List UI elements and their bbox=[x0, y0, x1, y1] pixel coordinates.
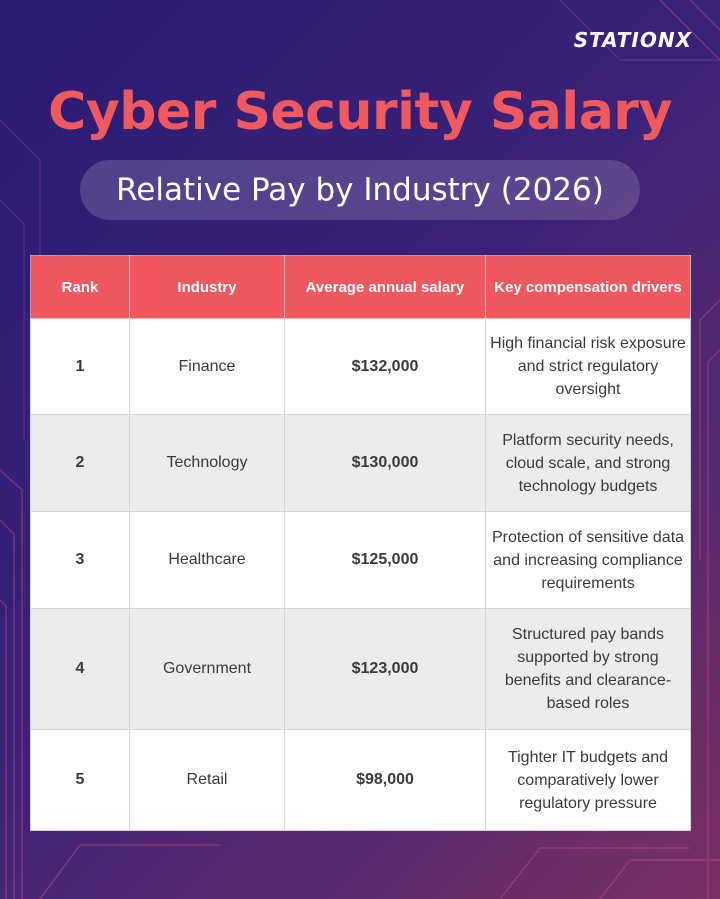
rank-cell: 4 bbox=[31, 609, 130, 730]
salary-table bbox=[30, 255, 691, 831]
salary-cell: $130,000 bbox=[285, 415, 486, 512]
table-row bbox=[31, 730, 691, 831]
table-row bbox=[31, 609, 691, 730]
table-row bbox=[31, 512, 691, 609]
rank-cell: 3 bbox=[31, 512, 130, 609]
column-header-industry: Industry bbox=[130, 256, 285, 319]
drivers-cell: High financial risk exposure and strict regulatory oversight bbox=[486, 319, 691, 415]
industry-cell: Finance bbox=[130, 319, 285, 415]
table-row bbox=[31, 415, 691, 512]
salary-cell: $98,000 bbox=[285, 730, 486, 831]
drivers-cell: Protection of sensitive data and increasing compliance requirements bbox=[486, 512, 691, 609]
drivers-cell: Platform security needs, cloud scale, and strong technology budgets bbox=[486, 415, 691, 512]
salary-cell: $125,000 bbox=[285, 512, 486, 609]
table-header-row bbox=[31, 256, 691, 319]
industry-cell: Technology bbox=[130, 415, 285, 512]
industry-cell: Retail bbox=[130, 730, 285, 831]
rank-cell: 2 bbox=[31, 415, 130, 512]
table-row bbox=[31, 319, 691, 415]
column-header-drivers: Key compensation drivers bbox=[486, 256, 691, 319]
rank-cell: 1 bbox=[31, 319, 130, 415]
column-header-rank: Rank bbox=[31, 256, 130, 319]
industry-cell: Healthcare bbox=[130, 512, 285, 609]
salary-cell: $132,000 bbox=[285, 319, 486, 415]
stationx-logo: STATIONX bbox=[573, 28, 692, 52]
drivers-cell: Structured pay bands supported by strong benefits and clearance-based roles bbox=[486, 609, 691, 730]
drivers-cell: Tighter IT budgets and comparatively lower regulatory pressure bbox=[486, 730, 691, 831]
page-subtitle: Relative Pay by Industry (2026) bbox=[116, 172, 604, 208]
rank-cell: 5 bbox=[31, 730, 130, 831]
column-header-salary: Average annual salary bbox=[285, 256, 486, 319]
subtitle-pill bbox=[80, 160, 640, 220]
page-title: Cyber Security Salary bbox=[48, 82, 672, 142]
industry-cell: Government bbox=[130, 609, 285, 730]
salary-cell: $123,000 bbox=[285, 609, 486, 730]
